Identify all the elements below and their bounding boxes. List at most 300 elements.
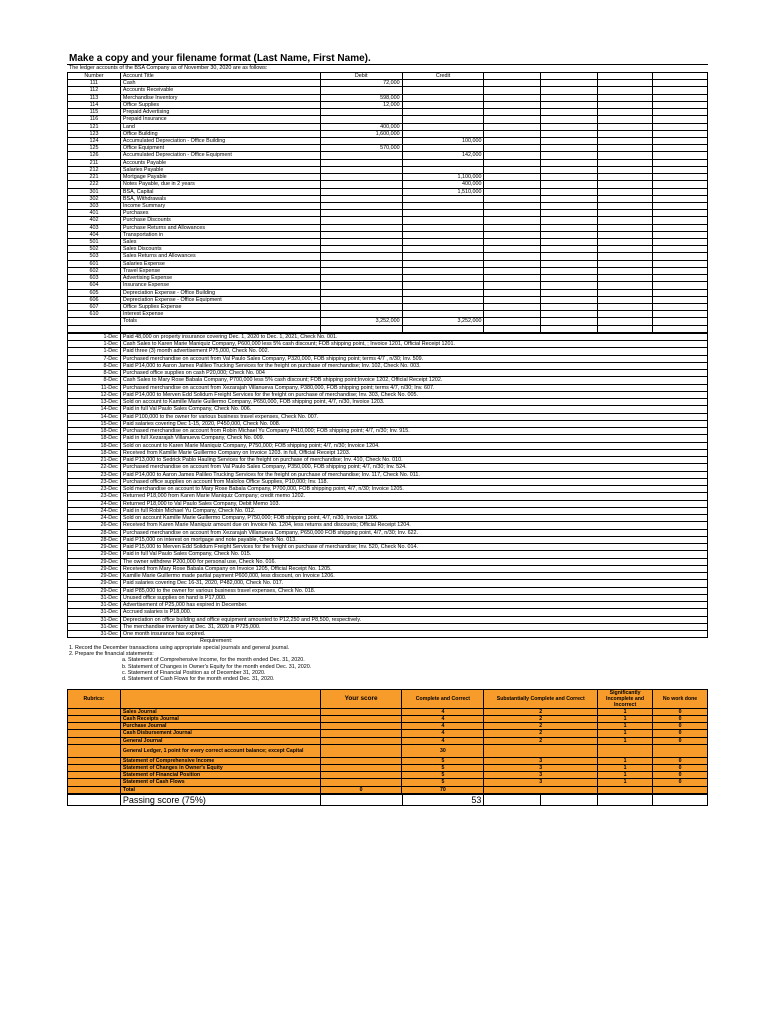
cell[interactable] xyxy=(653,304,708,311)
cell[interactable] xyxy=(541,296,598,303)
cell[interactable] xyxy=(484,325,541,332)
account-row xyxy=(68,282,708,289)
transaction-date: 28-Dec xyxy=(68,536,121,543)
rubric-complete: 4 xyxy=(402,730,484,737)
cell[interactable] xyxy=(484,94,541,101)
cell[interactable] xyxy=(598,267,653,274)
cell[interactable] xyxy=(653,275,708,282)
account-row xyxy=(68,202,708,209)
account-debit xyxy=(320,217,402,224)
cell[interactable] xyxy=(653,210,708,217)
cell[interactable] xyxy=(541,246,598,253)
rubric-row xyxy=(68,737,708,744)
transaction-row xyxy=(68,493,708,500)
account-title: Office Building xyxy=(120,130,320,137)
cell[interactable] xyxy=(484,152,541,159)
account-title: Purchase Returns and Allowances xyxy=(120,224,320,231)
cell[interactable] xyxy=(598,101,653,108)
cell[interactable] xyxy=(541,87,598,94)
cell[interactable] xyxy=(653,253,708,260)
rubric-significant: 1 xyxy=(598,708,653,715)
cell[interactable] xyxy=(541,73,598,80)
cell[interactable] xyxy=(541,174,598,181)
cell[interactable] xyxy=(484,101,541,108)
cell xyxy=(653,786,708,793)
transaction-text: Sold on account to Karen Marie Maniquiz Company, P750,000; FOB shipping point; 4/7, n/30; Invoice 1204. xyxy=(120,442,707,449)
rubric-total-row xyxy=(68,786,708,793)
cell[interactable] xyxy=(484,202,541,209)
cell[interactable] xyxy=(598,181,653,188)
cell[interactable] xyxy=(541,304,598,311)
rubric-significant xyxy=(598,744,653,757)
account-title: Depreciation Expense - Office Building xyxy=(120,289,320,296)
account-credit xyxy=(402,109,484,116)
account-credit: 142,000 xyxy=(402,152,484,159)
no-work-header: No work done xyxy=(653,689,708,708)
account-number: 402 xyxy=(68,217,121,224)
rubric-your-score[interactable] xyxy=(320,764,402,771)
cell[interactable] xyxy=(598,217,653,224)
cell[interactable] xyxy=(598,224,653,231)
account-title: Cash xyxy=(120,80,320,87)
cell[interactable] xyxy=(598,195,653,202)
cell[interactable] xyxy=(541,188,598,195)
account-debit: 598,000 xyxy=(320,94,402,101)
transaction-row xyxy=(68,449,708,456)
cell[interactable] xyxy=(484,246,541,253)
cell[interactable] xyxy=(653,318,708,325)
cell[interactable] xyxy=(541,123,598,130)
cell[interactable] xyxy=(653,130,708,137)
cell[interactable] xyxy=(541,282,598,289)
rubric-total-complete: 70 xyxy=(402,786,484,793)
cell[interactable] xyxy=(484,181,541,188)
account-number: 503 xyxy=(68,253,121,260)
cell[interactable] xyxy=(541,289,598,296)
account-debit: 12,000 xyxy=(320,101,402,108)
complete-header: Complete and Correct xyxy=(402,689,484,708)
cell[interactable] xyxy=(598,304,653,311)
rubric-row xyxy=(68,723,708,730)
filename-instruction: Make a copy and your filename format (Last Name, First Name). xyxy=(69,53,371,64)
cell[interactable] xyxy=(541,195,598,202)
cell[interactable] xyxy=(598,159,653,166)
cell[interactable] xyxy=(484,195,541,202)
transaction-row xyxy=(68,515,708,522)
transaction-row xyxy=(68,399,708,406)
account-debit xyxy=(320,224,402,231)
transaction-row xyxy=(68,370,708,377)
totals-row xyxy=(68,318,708,325)
rubric-substantial: 3 xyxy=(484,757,598,764)
cell[interactable] xyxy=(541,311,598,318)
account-title: Depreciation Expense - Office Equipment xyxy=(120,296,320,303)
rubric-your-score[interactable] xyxy=(320,708,402,715)
cell[interactable] xyxy=(653,87,708,94)
account-debit xyxy=(320,137,402,144)
ledger-accounts-table xyxy=(67,72,708,333)
cell[interactable] xyxy=(653,231,708,238)
rubric-your-score[interactable] xyxy=(320,772,402,779)
cell xyxy=(68,786,121,793)
transaction-row xyxy=(68,565,708,572)
rubric-substantial: 2 xyxy=(484,715,598,722)
transaction-row xyxy=(68,500,708,507)
cell[interactable] xyxy=(541,116,598,123)
transaction-row xyxy=(68,384,708,391)
transaction-row xyxy=(68,544,708,551)
transaction-row xyxy=(68,602,708,609)
cell[interactable] xyxy=(653,325,708,332)
your-score-header: Your score xyxy=(320,689,402,708)
account-credit xyxy=(402,282,484,289)
account-debit xyxy=(320,87,402,94)
cell[interactable] xyxy=(484,159,541,166)
cell[interactable] xyxy=(653,181,708,188)
account-number: 403 xyxy=(68,224,121,231)
transaction-text: Sold on account to Kamille Marie Guillermo Company, P650,000, FOB shipping point, 4/7, n/30, Invoice 1203. xyxy=(120,399,707,406)
account-number: 221 xyxy=(68,174,121,181)
cell[interactable] xyxy=(598,73,653,80)
transaction-date: 14-Dec xyxy=(68,413,121,420)
cell[interactable] xyxy=(653,159,708,166)
rubric-row xyxy=(68,757,708,764)
cell[interactable] xyxy=(598,87,653,94)
transaction-row xyxy=(68,348,708,355)
cell[interactable] xyxy=(598,137,653,144)
transaction-text: Sold on account Kamille Marie Guillermo Company, P750,000; FOB shipping point, 4/7, n/30, Invoice 1206. xyxy=(120,515,707,522)
blank-row xyxy=(68,325,708,332)
cell[interactable] xyxy=(653,73,708,80)
cell[interactable] xyxy=(653,137,708,144)
cell[interactable] xyxy=(653,166,708,173)
cell[interactable] xyxy=(598,188,653,195)
cell[interactable] xyxy=(68,325,121,332)
account-row xyxy=(68,253,708,260)
account-title: Insurance Expense xyxy=(120,282,320,289)
cell[interactable] xyxy=(541,210,598,217)
account-debit xyxy=(320,181,402,188)
cell[interactable] xyxy=(653,152,708,159)
account-credit xyxy=(402,246,484,253)
cell[interactable] xyxy=(484,109,541,116)
cell[interactable] xyxy=(653,282,708,289)
cell[interactable] xyxy=(541,152,598,159)
cell[interactable] xyxy=(541,166,598,173)
cell[interactable] xyxy=(598,210,653,217)
cell[interactable] xyxy=(484,239,541,246)
cell[interactable] xyxy=(402,325,484,332)
rubric-no-work: 0 xyxy=(653,708,708,715)
account-row xyxy=(68,231,708,238)
transaction-date: 12-Dec xyxy=(68,391,121,398)
cell[interactable] xyxy=(653,311,708,318)
cell[interactable] xyxy=(541,253,598,260)
transaction-text: Paid P15,000 to Merven Edd Solidum Freight Services for the freight on purchase of merchandise; Inv. 520, Check No. 014. xyxy=(120,544,707,551)
account-debit xyxy=(320,159,402,166)
account-number: 606 xyxy=(68,296,121,303)
rubric-substantial: 2 xyxy=(484,723,598,730)
account-credit xyxy=(402,296,484,303)
account-debit xyxy=(320,246,402,253)
account-number: 125 xyxy=(68,145,121,152)
cell[interactable] xyxy=(484,267,541,274)
account-debit xyxy=(320,166,402,173)
cell[interactable] xyxy=(653,217,708,224)
cell[interactable] xyxy=(653,94,708,101)
rubric-substantial: 3 xyxy=(484,772,598,779)
cell[interactable] xyxy=(653,145,708,152)
cell[interactable] xyxy=(598,174,653,181)
cell[interactable] xyxy=(653,116,708,123)
account-title: Prepaid Advertising xyxy=(120,109,320,116)
cell[interactable] xyxy=(541,217,598,224)
transaction-date: 13-Dec xyxy=(68,399,121,406)
transaction-text: Paid P14,000 to Merven Edd Solidum Freight Services for the freight on purchase of merchandise; Inv. 303, Check No. 005. xyxy=(120,391,707,398)
cell[interactable] xyxy=(541,137,598,144)
cell[interactable] xyxy=(541,94,598,101)
cell xyxy=(68,708,121,715)
account-credit xyxy=(402,217,484,224)
transaction-date: 1-Dec xyxy=(68,348,121,355)
account-credit xyxy=(402,94,484,101)
rubrics-table xyxy=(67,689,708,794)
transaction-row xyxy=(68,616,708,623)
cell[interactable] xyxy=(598,239,653,246)
transaction-date: 14-Dec xyxy=(68,406,121,413)
transaction-date: 29-Dec xyxy=(68,573,121,580)
cell[interactable] xyxy=(541,260,598,267)
account-credit xyxy=(402,231,484,238)
account-row xyxy=(68,123,708,130)
account-debit: 400,000 xyxy=(320,123,402,130)
cell[interactable] xyxy=(484,318,541,325)
cell[interactable] xyxy=(541,239,598,246)
statement-c: c. Statement of Financial Position as of December 31, 2020. xyxy=(122,669,266,676)
cell[interactable] xyxy=(484,289,541,296)
cell[interactable] xyxy=(484,224,541,231)
transaction-date: 29-Dec xyxy=(68,580,121,587)
account-debit: 1,600,000 xyxy=(320,130,402,137)
cell[interactable] xyxy=(484,73,541,80)
transaction-text: One month insurance has expired. xyxy=(120,631,707,638)
cell[interactable] xyxy=(484,130,541,137)
rubric-your-score[interactable] xyxy=(320,744,402,757)
account-title: Land xyxy=(120,123,320,130)
cell[interactable] xyxy=(653,239,708,246)
rubric-complete: 5 xyxy=(402,757,484,764)
account-credit xyxy=(402,253,484,260)
cell[interactable] xyxy=(484,260,541,267)
cell[interactable] xyxy=(653,246,708,253)
cell[interactable] xyxy=(484,123,541,130)
cell[interactable] xyxy=(598,275,653,282)
cell[interactable] xyxy=(598,145,653,152)
account-debit xyxy=(320,253,402,260)
account-debit xyxy=(320,152,402,159)
rubric-your-score[interactable] xyxy=(320,723,402,730)
cell[interactable] xyxy=(484,253,541,260)
account-title: Office Equipment xyxy=(120,145,320,152)
cell[interactable] xyxy=(653,123,708,130)
account-title: Purchases xyxy=(120,210,320,217)
account-number: 123 xyxy=(68,130,121,137)
account-credit xyxy=(402,130,484,137)
rubric-your-score[interactable] xyxy=(320,730,402,737)
cell[interactable] xyxy=(598,253,653,260)
account-number: 222 xyxy=(68,181,121,188)
cell[interactable] xyxy=(484,137,541,144)
cell[interactable] xyxy=(484,311,541,318)
transaction-date: 24-Dec xyxy=(68,500,121,507)
cell[interactable] xyxy=(653,174,708,181)
account-number: 501 xyxy=(68,239,121,246)
cell[interactable] xyxy=(484,304,541,311)
cell[interactable] xyxy=(484,87,541,94)
cell[interactable] xyxy=(598,325,653,332)
cell[interactable] xyxy=(598,289,653,296)
cell[interactable] xyxy=(541,267,598,274)
cell[interactable] xyxy=(541,101,598,108)
cell[interactable] xyxy=(598,109,653,116)
cell[interactable] xyxy=(541,130,598,137)
cell[interactable] xyxy=(541,325,598,332)
cell xyxy=(68,723,121,730)
cell[interactable] xyxy=(541,318,598,325)
cell[interactable] xyxy=(653,80,708,87)
cell[interactable] xyxy=(598,296,653,303)
cell[interactable] xyxy=(541,202,598,209)
cell[interactable] xyxy=(484,116,541,123)
cell[interactable] xyxy=(598,311,653,318)
cell[interactable] xyxy=(598,94,653,101)
cell[interactable] xyxy=(598,246,653,253)
rubric-substantial: 3 xyxy=(484,764,598,771)
account-credit xyxy=(402,267,484,274)
rubric-your-score[interactable] xyxy=(320,779,402,786)
cell[interactable] xyxy=(484,217,541,224)
account-debit xyxy=(320,210,402,217)
account-debit xyxy=(320,282,402,289)
rubric-total-label: Total xyxy=(120,786,320,793)
account-title: Interest Expense xyxy=(120,311,320,318)
cell[interactable] xyxy=(484,174,541,181)
cell[interactable] xyxy=(484,210,541,217)
rubric-complete: 5 xyxy=(402,772,484,779)
cell[interactable] xyxy=(598,202,653,209)
transaction-text: Depreciation on office building and office equipment amounted to P12,250 and P8,500, respectively. xyxy=(120,616,707,623)
cell[interactable] xyxy=(598,166,653,173)
account-credit xyxy=(402,311,484,318)
cell[interactable] xyxy=(653,296,708,303)
cell[interactable] xyxy=(484,275,541,282)
transaction-text: The merchandise inventory at Dec. 31, 2020 is P725,000. xyxy=(120,623,707,630)
account-number: 211 xyxy=(68,159,121,166)
account-credit xyxy=(402,210,484,217)
cell[interactable] xyxy=(484,231,541,238)
account-title: BSA, Capital xyxy=(120,188,320,195)
account-credit xyxy=(402,260,484,267)
account-debit xyxy=(320,275,402,282)
cell[interactable] xyxy=(598,130,653,137)
rubric-your-score[interactable] xyxy=(320,757,402,764)
account-title: Accounts Payable xyxy=(120,159,320,166)
cell[interactable] xyxy=(484,145,541,152)
significant-header: Significantly Incomplete and Incorrect xyxy=(598,689,653,708)
cell[interactable] xyxy=(484,166,541,173)
account-credit xyxy=(402,304,484,311)
account-credit xyxy=(402,159,484,166)
cell[interactable] xyxy=(484,296,541,303)
cell[interactable] xyxy=(120,325,320,332)
cell[interactable] xyxy=(541,145,598,152)
cell[interactable] xyxy=(598,152,653,159)
cell[interactable] xyxy=(598,80,653,87)
rubric-criterion: Cash Receipts Journal xyxy=(120,715,320,722)
cell[interactable] xyxy=(653,260,708,267)
transaction-date: 1-Dec xyxy=(68,341,121,348)
rubric-your-score[interactable] xyxy=(320,715,402,722)
cell[interactable] xyxy=(653,195,708,202)
account-debit xyxy=(320,304,402,311)
cell[interactable] xyxy=(484,80,541,87)
cell[interactable] xyxy=(598,282,653,289)
cell[interactable] xyxy=(541,159,598,166)
cell[interactable] xyxy=(598,318,653,325)
transaction-date: 29-Dec xyxy=(68,544,121,551)
cell[interactable] xyxy=(541,109,598,116)
transaction-date: 22-Dec xyxy=(68,464,121,471)
account-row xyxy=(68,267,708,274)
cell[interactable] xyxy=(598,260,653,267)
account-debit xyxy=(320,195,402,202)
cell[interactable] xyxy=(653,109,708,116)
account-row xyxy=(68,159,708,166)
cell[interactable] xyxy=(653,267,708,274)
cell[interactable] xyxy=(598,123,653,130)
cell[interactable] xyxy=(541,224,598,231)
cell[interactable] xyxy=(653,224,708,231)
account-row xyxy=(68,210,708,217)
cell[interactable] xyxy=(541,181,598,188)
account-title: Sales Returns and Allowances xyxy=(120,253,320,260)
rubric-your-score[interactable] xyxy=(320,737,402,744)
account-number: 601 xyxy=(68,260,121,267)
rubric-complete: 5 xyxy=(402,764,484,771)
cell[interactable] xyxy=(653,101,708,108)
account-title: Salaries Expense xyxy=(120,260,320,267)
cell[interactable] xyxy=(320,325,402,332)
cell[interactable] xyxy=(653,202,708,209)
rubric-no-work: 0 xyxy=(653,723,708,730)
cell[interactable] xyxy=(598,116,653,123)
cell[interactable] xyxy=(541,80,598,87)
cell[interactable] xyxy=(653,188,708,195)
transaction-text: Cash Sales to Mary Rose Babala Company, P700,000 less 5% cash discount; FOB shipping point;Invoice 1202, Official Receipt 1202. xyxy=(120,377,707,384)
transaction-date: 7-Dec xyxy=(68,355,121,362)
account-number: 604 xyxy=(68,282,121,289)
cell[interactable] xyxy=(541,231,598,238)
cell[interactable] xyxy=(484,188,541,195)
cell[interactable] xyxy=(653,289,708,296)
cell[interactable] xyxy=(484,282,541,289)
cell[interactable] xyxy=(598,231,653,238)
account-number: 502 xyxy=(68,246,121,253)
transaction-date: 24-Dec xyxy=(68,515,121,522)
transaction-row xyxy=(68,551,708,558)
transaction-text: Paid salaries covering Dec 16-31, 2020, P482,000, Check No. 017. xyxy=(120,580,707,587)
cell[interactable] xyxy=(541,275,598,282)
